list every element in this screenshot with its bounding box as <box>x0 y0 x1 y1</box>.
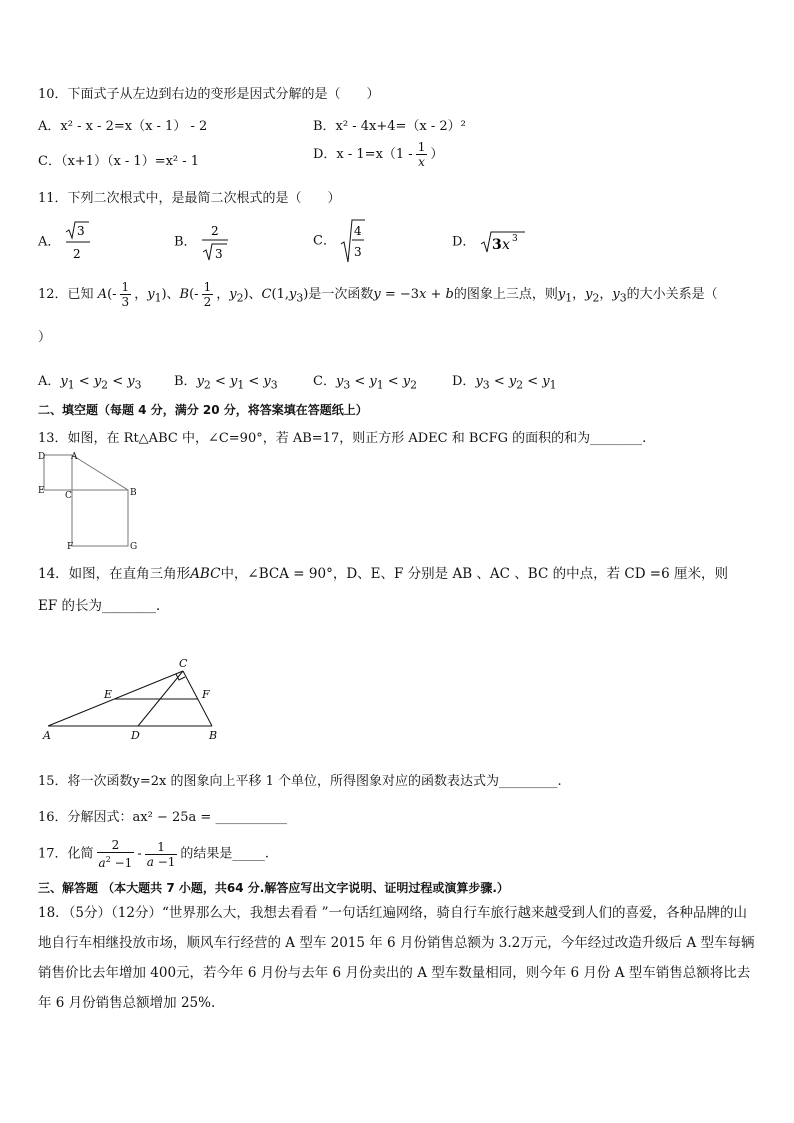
q14-label-b: B <box>209 729 218 742</box>
q10-option-d <box>313 140 443 169</box>
q11-option-d <box>452 230 526 254</box>
q17-prefix: 17．化简 <box>38 846 94 862</box>
q13-label-e: E <box>38 486 45 496</box>
q11-d-label: D． <box>452 234 476 250</box>
q14-label-e: E <box>104 688 113 701</box>
q14-figure <box>40 655 230 745</box>
q14-label-c: C <box>179 657 188 670</box>
q14-stem-1: 14．如图，在直角三角形 <box>38 566 191 582</box>
svg-text:3: 3 <box>491 237 502 253</box>
q14-stem-line-1: 14．如图，在直角三角形ABC中，∠BCA = 90°，D、E、F 分别是 AB 、AC 、BC 的中点，若 CD =6 厘米，则 <box>38 566 728 582</box>
section-solve-title: 三、解答题 （本大题共 7 小题，共64 分.解答应写出文字说明、证明过程或演算步骤.） <box>38 881 509 895</box>
q12-stem-3: 的图象上三点，则 <box>453 287 558 302</box>
svg-text:3: 3 <box>354 245 362 259</box>
q15-stem: 15．将一次函数y=2x 的图象向上平移 1 个单位，所得图象对应的函数表达式为_________. <box>38 774 562 789</box>
q14-stem-line-2: EF 的长为________． <box>38 598 170 614</box>
q12-option-b: B．$y_2 < y_1 < y_3$ <box>174 374 278 392</box>
q13-label-a: A <box>71 452 78 462</box>
svg-text:2: 2 <box>72 247 81 261</box>
svg-text:3: 3 <box>511 234 518 244</box>
q13-label-b: B <box>130 488 137 498</box>
q12-option-a: A．$y_1 < y_2 < y_3$ <box>38 374 142 392</box>
q11-option-b <box>174 220 229 264</box>
q12-b-label: B． <box>174 374 197 389</box>
q11-a-label: A． <box>38 234 61 250</box>
q13-label-g: G <box>130 542 138 552</box>
q12-option-d: D．$y_3 < y_2 < y_1$ <box>452 374 557 392</box>
q11-a-math <box>65 220 91 264</box>
svg-text:2: 2 <box>210 224 219 238</box>
q11-b-label: B． <box>174 234 197 250</box>
q16-stem: 16．分解因式：ax² − 25a = ___________ <box>38 810 287 825</box>
q12-stem-4: 的大小关系是（ <box>626 287 718 302</box>
q14-stem-2: 中，∠BCA = 90°，D、E、F 分别是 AB 、AC 、BC 的中点，若 CD =6 厘米，则 <box>220 566 728 582</box>
q10-option-a: A．x² - x - 2=x（x - 1） - 2 <box>38 119 208 134</box>
q11-option-a <box>38 220 91 264</box>
svg-text:4: 4 <box>354 224 362 238</box>
q10-option-c: C．（x+1）（x - 1）=x² - 1 <box>38 154 200 169</box>
q12-d-label: D． <box>452 374 476 389</box>
q11-d-math <box>480 230 526 254</box>
q10-d-prefix: D．x - 1=x（1 - <box>313 147 413 162</box>
q12-close: ） <box>38 330 52 345</box>
svg-text:3: 3 <box>76 224 85 238</box>
q14-label-d: D <box>131 729 140 742</box>
q17-suffix: 的结果是_____. <box>180 846 270 862</box>
q13-stem: 13．如图，在 Rt△ABC 中，∠C=90°，若 AB=17，则正方形 ADEC 和 BCFG 的面积的和为________. <box>38 431 647 446</box>
q14-label-f: F <box>202 688 210 701</box>
q11-c-label: C． <box>313 233 336 249</box>
q10-d-frac-num: 1 <box>417 140 426 154</box>
q13-label-f: F <box>67 542 74 552</box>
q12-stem: 12．已知 A(- $\frac{1}{3}$ ，$y_1$)、B(- $\frac{1}{2}$ ，$y_2$)、$C(1,y_3)$是一次函数y = −3x + b的图象上三点，则$y_1$，$y_2$，$y_3$的大小关系是（ <box>38 280 718 309</box>
q12-a-label: A． <box>38 374 61 389</box>
q18-text: 18．（5分）（12分）“世界那么大，我想去看看 ”一句话红遍网络，骑自行车旅行越来越受到人们的喜爱，各种品牌的山地自行车相继投放市场，顺风车行经营的 A 型车 2015 年 6 月份销售总额为 3.2万元，今年经过改造升级后 A 型车每辆销售价比去年增加 400元，若今年 6 月份与去年 6 月份卖出的 A 型车数量相同，则今年 6 月份 A 型车销售总额将比去年 6 月份销售总额增加 25%. <box>38 905 755 1011</box>
svg-text:x: x <box>501 237 510 253</box>
q11-stem: 11．下列二次根式中，是最简二次根式的是（ ） <box>38 191 341 206</box>
q10-option-b: B．x² - 4x+4=（x - 2）² <box>313 119 466 134</box>
q13-label-c: C <box>65 491 72 501</box>
q14-label-a: A <box>43 729 51 742</box>
q10-stem: 10．下面式子从左边到右边的变形是因式分解的是（ ） <box>38 87 380 102</box>
q12-stem-1: 12．已知 <box>38 287 94 302</box>
q12-stem-2: 是一次函数 <box>308 287 374 302</box>
svg-text:3: 3 <box>214 247 223 261</box>
q12-option-c: C．$y_3 < y_1 < y_2$ <box>313 374 418 392</box>
q13-figure <box>36 448 146 553</box>
q11-b-math <box>201 220 229 264</box>
q10-d-suffix: ） <box>430 147 444 162</box>
q11-c-math <box>340 218 366 264</box>
q13-label-d: D <box>38 452 46 462</box>
q12-c-label: C． <box>313 374 336 389</box>
q17-minus: - <box>137 846 142 862</box>
q11-option-c <box>313 218 366 264</box>
q10-d-frac-den: x <box>418 155 425 169</box>
section-fill-in-title: 二、填空题（每题 4 分，满分 20 分，将答案填在答题纸上） <box>38 403 368 417</box>
q17-stem: 17．化简 $\frac{2}{a^2 -1}$ - $\frac{1}{a -1}$ 的结果是_____. <box>38 838 270 870</box>
